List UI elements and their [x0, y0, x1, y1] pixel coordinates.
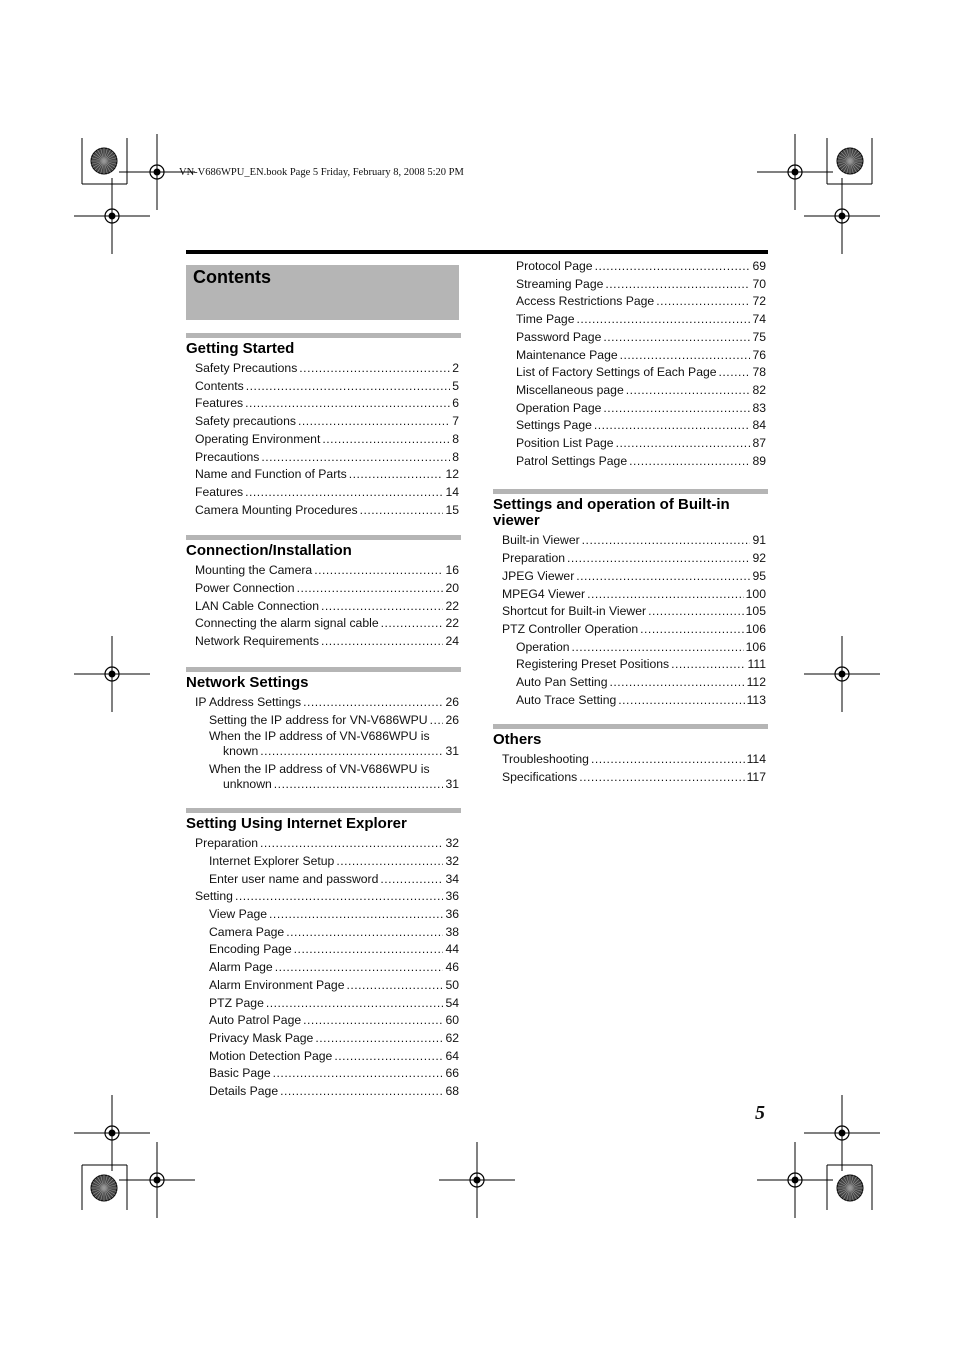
toc-entry-page: 26 — [445, 712, 459, 727]
registration-starburst-icon — [91, 1175, 117, 1201]
registration-crosshair-icon — [757, 1142, 833, 1218]
toc-entry-title: Patrol Settings Page — [516, 453, 628, 468]
toc-entry-page: 117 — [746, 770, 766, 785]
toc-entry-page: 92 — [752, 551, 766, 566]
toc-entry-title: Setting — [195, 889, 233, 904]
toc-entry-page: 22 — [445, 598, 459, 613]
toc-entry-title: Features — [195, 396, 244, 411]
page-title: Contents — [193, 267, 271, 287]
toc-entry-title: Operating Environment — [195, 431, 321, 446]
toc-entry-title: Protocol Page — [516, 259, 593, 273]
toc-entry-title: Name and Function of Parts — [195, 467, 347, 482]
toc-entry-title: Auto Trace Setting — [516, 692, 617, 707]
toc-entry-page: 46 — [445, 960, 459, 975]
toc-entry-page: 89 — [752, 453, 766, 468]
toc-entry-page: 91 — [752, 533, 766, 548]
toc-entry-title: List of Factory Settings of Each Page — [516, 365, 717, 380]
toc-entry-page: 2 — [452, 361, 459, 375]
toc-entry-page: 24 — [445, 634, 459, 649]
toc-entry-page: 12 — [445, 467, 459, 482]
toc-entry-title: Preparation — [502, 551, 566, 566]
toc-entry-page: 84 — [752, 418, 766, 433]
toc-entry-title: Connecting the alarm signal cable — [195, 616, 379, 631]
toc-entry-title: Safety Precautions — [195, 361, 298, 375]
toc-entry-title: Troubleshooting — [502, 752, 589, 767]
toc-entry-page: 34 — [445, 871, 459, 886]
toc-entry-title: Operation Page — [516, 400, 602, 415]
toc-entry-title: Miscellaneous page — [516, 382, 624, 397]
toc-entry-title: Auto Patrol Page — [209, 1013, 302, 1028]
toc-entry-title: PTZ Page — [209, 995, 264, 1010]
registration-crosshair-icon — [757, 134, 833, 210]
toc-entry-page: 32 — [445, 853, 459, 868]
toc-entry-page: 32 — [445, 836, 459, 851]
toc-entry-title: Setting the IP address for VN-V686WPU — [209, 712, 428, 727]
toc-entry-title: Password Page — [516, 329, 602, 344]
registration-crosshair-icon — [119, 1142, 195, 1218]
section-title: Settings and operation of Built-in viewer — [493, 496, 730, 530]
toc-entry-title: When the IP address of VN-V686WPU is — [209, 762, 430, 777]
toc-entry-title: IP Address Settings — [195, 694, 302, 709]
registration-starburst-icon — [837, 1175, 863, 1201]
toc-entry-page: 74 — [752, 312, 766, 327]
toc-entry-title: Maintenance Page — [516, 347, 618, 362]
toc-entry-title: Privacy Mask Page — [209, 1030, 314, 1045]
toc-entry-page: 100 — [745, 586, 766, 601]
toc-entry-title: View Page — [209, 907, 268, 922]
toc-entry-page: 95 — [752, 568, 766, 583]
toc-entry-page: 44 — [445, 942, 459, 957]
toc-entry-page: 76 — [752, 347, 766, 362]
toc-entry-page: 8 — [452, 431, 459, 446]
toc-entry-title: Preparation — [195, 836, 259, 851]
toc-entry-title: Motion Detection Page — [209, 1048, 333, 1063]
section-title: Others — [493, 731, 542, 749]
toc-entry-page: 75 — [752, 329, 766, 344]
toc-entry-title: Auto Pan Setting — [516, 675, 608, 690]
toc-entry-title: Mounting the Camera — [195, 563, 313, 578]
toc-entry-page: 36 — [445, 907, 459, 922]
toc-entry-page: 87 — [752, 436, 766, 451]
registration-crosshair-icon — [74, 636, 150, 712]
toc-entry-page: 16 — [445, 563, 459, 578]
registration-crosshair-icon — [804, 636, 880, 712]
toc-entry-title: JPEG Viewer — [502, 568, 575, 583]
toc-entry-page: 70 — [752, 276, 766, 291]
page-number: 5 — [755, 1102, 765, 1124]
registration-starburst-icon — [91, 148, 117, 174]
toc-entry-page: 66 — [445, 1066, 459, 1081]
toc-entry-title: Camera Mounting Procedures — [195, 502, 358, 517]
toc-entry-title: Built-in Viewer — [502, 533, 580, 548]
toc-entry-page: 5 — [452, 378, 459, 393]
registration-crosshair-icon — [439, 1142, 515, 1218]
toc-entry-page: 50 — [445, 977, 459, 992]
toc-entry-page: 114 — [746, 752, 766, 767]
toc-entry-page: 69 — [752, 259, 766, 273]
toc-entry-title: Access Restrictions Page — [516, 294, 655, 309]
toc-entry-title: Time Page — [516, 312, 575, 327]
toc-entry-title: Power Connection — [195, 581, 295, 596]
toc-entry-page: 31 — [445, 744, 459, 759]
toc-entry-page: 106 — [745, 621, 766, 636]
toc-entry-title-continued: unknown — [223, 777, 272, 792]
section-title: Network Settings — [186, 673, 309, 691]
toc-entry-page: 112 — [746, 675, 766, 690]
toc-entry-page: 54 — [445, 995, 459, 1010]
toc-entry-title: Internet Explorer Setup — [209, 853, 335, 868]
toc-entry-title: Encoding Page — [209, 942, 292, 957]
toc-entry-page: 83 — [752, 400, 766, 415]
toc-entry-title: Safety precautions — [195, 414, 296, 429]
toc-entry-title: Details Page — [209, 1084, 279, 1099]
toc-entry-title: Enter user name and password — [209, 871, 379, 886]
toc-entry-title: Alarm Environment Page — [209, 977, 345, 992]
toc-entry-page: 82 — [752, 382, 766, 397]
toc-entry-title: LAN Cable Connection — [195, 598, 319, 613]
toc-entry-page: 8 — [452, 449, 459, 464]
toc-entry-page: 6 — [452, 396, 459, 411]
toc-entry-page: 20 — [445, 581, 459, 596]
toc-entry-title: Specifications — [502, 770, 578, 785]
toc-entry-page: 111 — [747, 657, 766, 672]
registration-crosshair-icon — [804, 1095, 880, 1171]
toc-entry-title: Operation — [516, 639, 570, 654]
toc-entry-page: 105 — [745, 604, 766, 619]
toc-entry-title: When the IP address of VN-V686WPU is — [209, 729, 430, 744]
toc-entry-page: 60 — [445, 1013, 459, 1028]
toc-entry-page: 106 — [745, 639, 766, 654]
toc-entry-title: Contents — [195, 378, 244, 393]
toc-entry-title: Settings Page — [516, 418, 592, 433]
toc-entry-title: Precautions — [195, 449, 260, 464]
toc-entry-page: 7 — [452, 414, 459, 429]
toc-entry-page: 68 — [445, 1084, 459, 1099]
toc-entry-title: Alarm Page — [209, 960, 273, 975]
toc-entry-page: 15 — [445, 502, 459, 517]
registration-crosshair-icon — [74, 1095, 150, 1171]
toc-entry-title: Registering Preset Positions — [516, 657, 670, 672]
registration-crosshair-icon — [804, 178, 880, 254]
section-title: Connection/Installation — [186, 542, 352, 560]
toc-entry-page: 38 — [445, 924, 459, 939]
toc-entry-page: 22 — [445, 616, 459, 631]
toc-entry-title: PTZ Controller Operation — [502, 621, 639, 636]
toc-entry-title: Camera Page — [209, 924, 285, 939]
registration-crosshair-icon — [74, 178, 150, 254]
toc-entry-title: Basic Page — [209, 1066, 271, 1081]
toc-entry-title-continued: known — [223, 744, 259, 759]
file-header: VN-V686WPU_EN.book Page 5 Friday, February 8, 2008 5:20 PM — [179, 167, 464, 178]
toc-entry-page: 26 — [445, 694, 459, 709]
toc-entry-title: Position List Page — [516, 436, 614, 451]
toc-entry-page: 14 — [445, 484, 459, 499]
toc-entry-page: 72 — [752, 294, 766, 309]
toc-entry-title: Network Requirements — [195, 634, 319, 649]
toc-entry-title: Streaming Page — [516, 276, 604, 291]
toc-entry-page: 113 — [746, 692, 766, 707]
section-title: Getting Started — [186, 340, 295, 357]
toc-entry-title: Shortcut for Built-in Viewer — [502, 604, 647, 619]
registration-starburst-icon — [837, 148, 863, 174]
section-title: Setting Using Internet Explorer — [186, 815, 407, 833]
toc-entry-page: 31 — [445, 777, 459, 792]
registration-crosshair-icon — [119, 134, 195, 210]
toc-entry-page: 62 — [445, 1030, 459, 1045]
toc-entry-page: 78 — [752, 365, 766, 380]
toc-entry-page: 64 — [445, 1048, 459, 1063]
toc-entry-page: 36 — [445, 889, 459, 904]
toc-entry-title: Features — [195, 484, 244, 499]
toc-entry-title: MPEG4 Viewer — [502, 586, 586, 601]
